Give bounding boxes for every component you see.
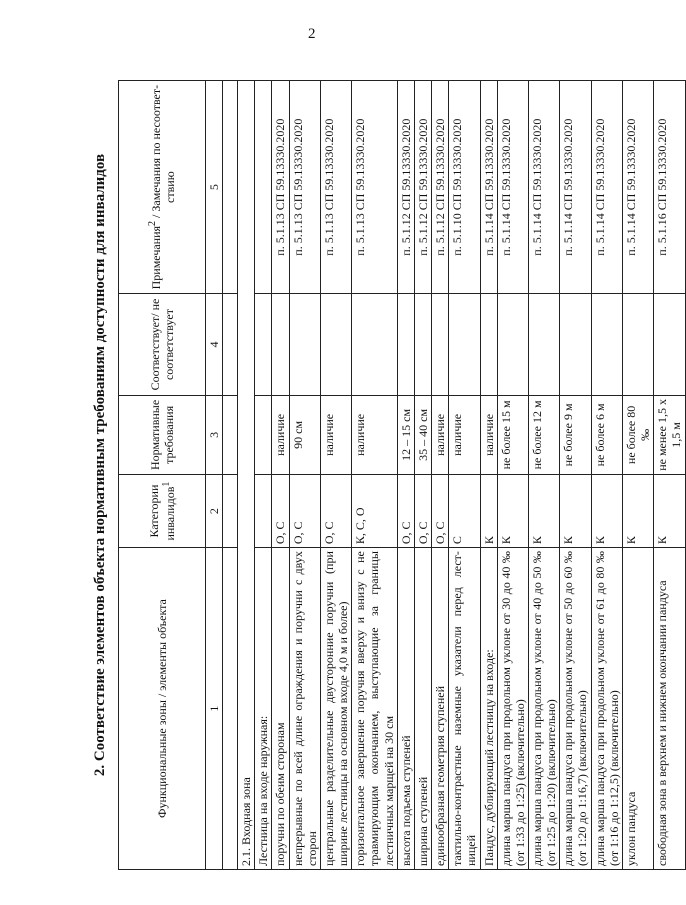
footnote-mark-2: 2	[146, 220, 158, 226]
table-row	[272, 81, 289, 870]
empty-cell	[223, 475, 238, 548]
compliance-cell	[622, 294, 653, 396]
note-cell: п. 5.1.16 СП 59.13330.2020	[654, 81, 685, 294]
note-cell: п. 5.1.12 СП 59.13330.2020	[397, 81, 414, 294]
page-number: 2	[308, 26, 316, 42]
requirement-cell: 35 – 40 см	[414, 395, 431, 474]
category-cell: О, С	[397, 475, 414, 548]
requirement-cell: не более 9 м	[560, 395, 591, 474]
note-cell: п. 5.1.14 СП 59.13330.2020	[591, 81, 622, 294]
table-row	[497, 81, 528, 870]
table-row	[352, 81, 397, 870]
element-cell: ширина ступеней	[414, 548, 431, 870]
requirement-cell: не более 12 м	[528, 395, 559, 474]
header-elements	[119, 548, 206, 870]
table-row	[414, 81, 431, 870]
category-cell	[255, 475, 272, 548]
table-row	[320, 81, 351, 870]
note-cell: п. 5.1.14 СП 59.13330.2020	[528, 81, 559, 294]
table-row	[622, 81, 653, 870]
table-row	[528, 81, 559, 870]
document-title: 2. Соответствие элементов объекта нормативным требованиям доступности для инвалидов	[92, 153, 108, 777]
requirement-cell: не более 6 м	[591, 395, 622, 474]
header-categories	[119, 475, 206, 548]
requirement-cell: наличие	[352, 395, 397, 474]
table-row	[397, 81, 414, 870]
requirement-cell: наличие	[449, 395, 480, 474]
note-cell: п. 5.1.14 СП 59.13330.2020	[622, 81, 653, 294]
header-notes-label: Примечания	[148, 225, 163, 290]
compliance-cell	[397, 294, 414, 396]
requirement-cell	[255, 395, 272, 474]
note-cell: п. 5.1.13 СП 59.13330.2020	[272, 81, 289, 294]
compliance-cell	[272, 294, 289, 396]
element-cell: центральные разделительные двусторонние поручни (при ширине лестницы на основном входе 4,0 м и более)	[320, 548, 351, 870]
note-cell: п. 5.1.13 СП 59.13330.2020	[352, 81, 397, 294]
compliance-cell	[414, 294, 431, 396]
element-cell: длина марша пандуса при продольном уклоне от 30 до 40 ‰ (от 1:33 до 1:25) (включительно)	[497, 548, 528, 870]
table-header-row	[119, 81, 206, 870]
compliance-cell	[255, 294, 272, 396]
column-number: 2	[206, 475, 223, 548]
category-cell: К, С, О	[352, 475, 397, 548]
element-cell: свободная зона в верхнем и нижнем окончании пандуса	[654, 548, 685, 870]
compliance-cell	[591, 294, 622, 396]
compliance-cell	[528, 294, 559, 396]
zone-title-row	[238, 81, 255, 870]
element-cell: тактильно-контрастные наземные указатели перед лест-ницей	[449, 548, 480, 870]
compliance-cell	[352, 294, 397, 396]
compliance-cell	[320, 294, 351, 396]
requirement-cell: не более 80 ‰	[622, 395, 653, 474]
compliance-cell	[560, 294, 591, 396]
table-row	[289, 81, 320, 870]
compliance-cell	[449, 294, 480, 396]
requirement-cell: наличие	[320, 395, 351, 474]
table-row	[449, 81, 480, 870]
table-body	[255, 81, 685, 870]
category-cell: К	[622, 475, 653, 548]
element-cell: длина марша пандуса при продольном уклоне от 50 до 60 ‰ (от 1:20 до 1:16,7) (включительно)	[560, 548, 591, 870]
category-cell: К	[591, 475, 622, 548]
footnote-mark-1: 1	[161, 481, 172, 487]
column-number: 4	[206, 294, 223, 396]
category-cell: К	[497, 475, 528, 548]
requirement-cell: 90 см	[289, 395, 320, 474]
note-cell: п. 5.1.10 СП 59.13330.2020	[449, 81, 480, 294]
category-cell: С	[449, 475, 480, 548]
category-cell: К	[528, 475, 559, 548]
requirement-cell: наличие	[432, 395, 449, 474]
category-cell: О, С	[289, 475, 320, 548]
header-requirements-label: Нормативные требования	[147, 399, 176, 470]
element-cell: Пандус, дублирующий лестницу на входе:	[480, 548, 497, 870]
table-row	[560, 81, 591, 870]
empty-cell	[223, 294, 238, 396]
note-cell: п. 5.1.14 СП 59.13330.2020	[480, 81, 497, 294]
compliance-cell	[432, 294, 449, 396]
table-row	[255, 81, 272, 870]
header-compliance	[119, 294, 206, 396]
requirement-cell: наличие	[272, 395, 289, 474]
note-cell: п. 5.1.12 СП 59.13330.2020	[414, 81, 431, 294]
compliance-cell	[480, 294, 497, 396]
requirement-cell: 12 – 15 см	[397, 395, 414, 474]
note-cell: п. 5.1.13 СП 59.13330.2020	[289, 81, 320, 294]
empty-cell	[223, 548, 238, 870]
element-cell: высота подъема ступеней	[397, 548, 414, 870]
requirement-cell: не менее 1,5 х 1,5 м	[654, 395, 685, 474]
note-cell	[255, 81, 272, 294]
category-cell: О, С	[272, 475, 289, 548]
requirement-cell: не более 15 м	[497, 395, 528, 474]
element-cell: горизонтальное завершение поручня вверху и внизу с не травмирующим окончанием, выступающие за границы лестничных марщей на 30 см	[352, 548, 397, 870]
table-row	[591, 81, 622, 870]
column-number: 1	[206, 548, 223, 870]
empty-cell	[223, 395, 238, 474]
category-cell: К	[560, 475, 591, 548]
requirements-table	[118, 80, 686, 870]
column-number-row	[206, 81, 223, 870]
empty-cell	[223, 81, 238, 294]
column-number: 3	[206, 395, 223, 474]
header-requirements	[119, 395, 206, 474]
requirement-cell: наличие	[480, 395, 497, 474]
element-cell: непрерывные по всей длине ограждения и поручни с двух сторон	[289, 548, 320, 870]
category-cell: О, С	[320, 475, 351, 548]
note-cell: п. 5.1.12 СП 59.13330.2020	[432, 81, 449, 294]
note-cell: п. 5.1.14 СП 59.13330.2020	[497, 81, 528, 294]
table-row	[480, 81, 497, 870]
header-compliance-label: Соответствует/ не соответствует	[147, 298, 176, 391]
header-elements-label: Функциональные зоны / элементы объекта	[154, 599, 169, 818]
note-cell: п. 5.1.13 СП 59.13330.2020	[320, 81, 351, 294]
table-row	[432, 81, 449, 870]
spacer-row	[223, 81, 238, 870]
category-cell: К	[480, 475, 497, 548]
note-cell: п. 5.1.14 СП 59.13330.2020	[560, 81, 591, 294]
header-notes-rest: / Замечания по несоответ-ствию	[148, 84, 177, 218]
element-cell: уклон пандуса	[622, 548, 653, 870]
element-cell: поручни по обеим сторонам	[272, 548, 289, 870]
element-cell: длина марша пандуса при продольном уклоне от 61 до 80 ‰ (от 1:16 до 1:12,5) (включительно)	[591, 548, 622, 870]
element-cell: длина марша пандуса при продольном уклоне от 40 до 50 ‰ (от 1:25 до 1:20) (включительно)	[528, 548, 559, 870]
header-notes	[119, 81, 206, 294]
compliance-cell	[654, 294, 685, 396]
compliance-cell	[497, 294, 528, 396]
table-row	[654, 81, 685, 870]
column-number: 5	[206, 81, 223, 294]
element-cell: единообразная геометрия ступеней	[432, 548, 449, 870]
element-cell: Лестница на входе наружная:	[255, 548, 272, 870]
compliance-cell	[289, 294, 320, 396]
category-cell: К	[654, 475, 685, 548]
header-categories-label: Категории инвалидов	[146, 484, 177, 541]
zone-title: 2.1. Входная зона	[238, 81, 255, 870]
category-cell: О, С	[414, 475, 431, 548]
category-cell: О, С	[432, 475, 449, 548]
